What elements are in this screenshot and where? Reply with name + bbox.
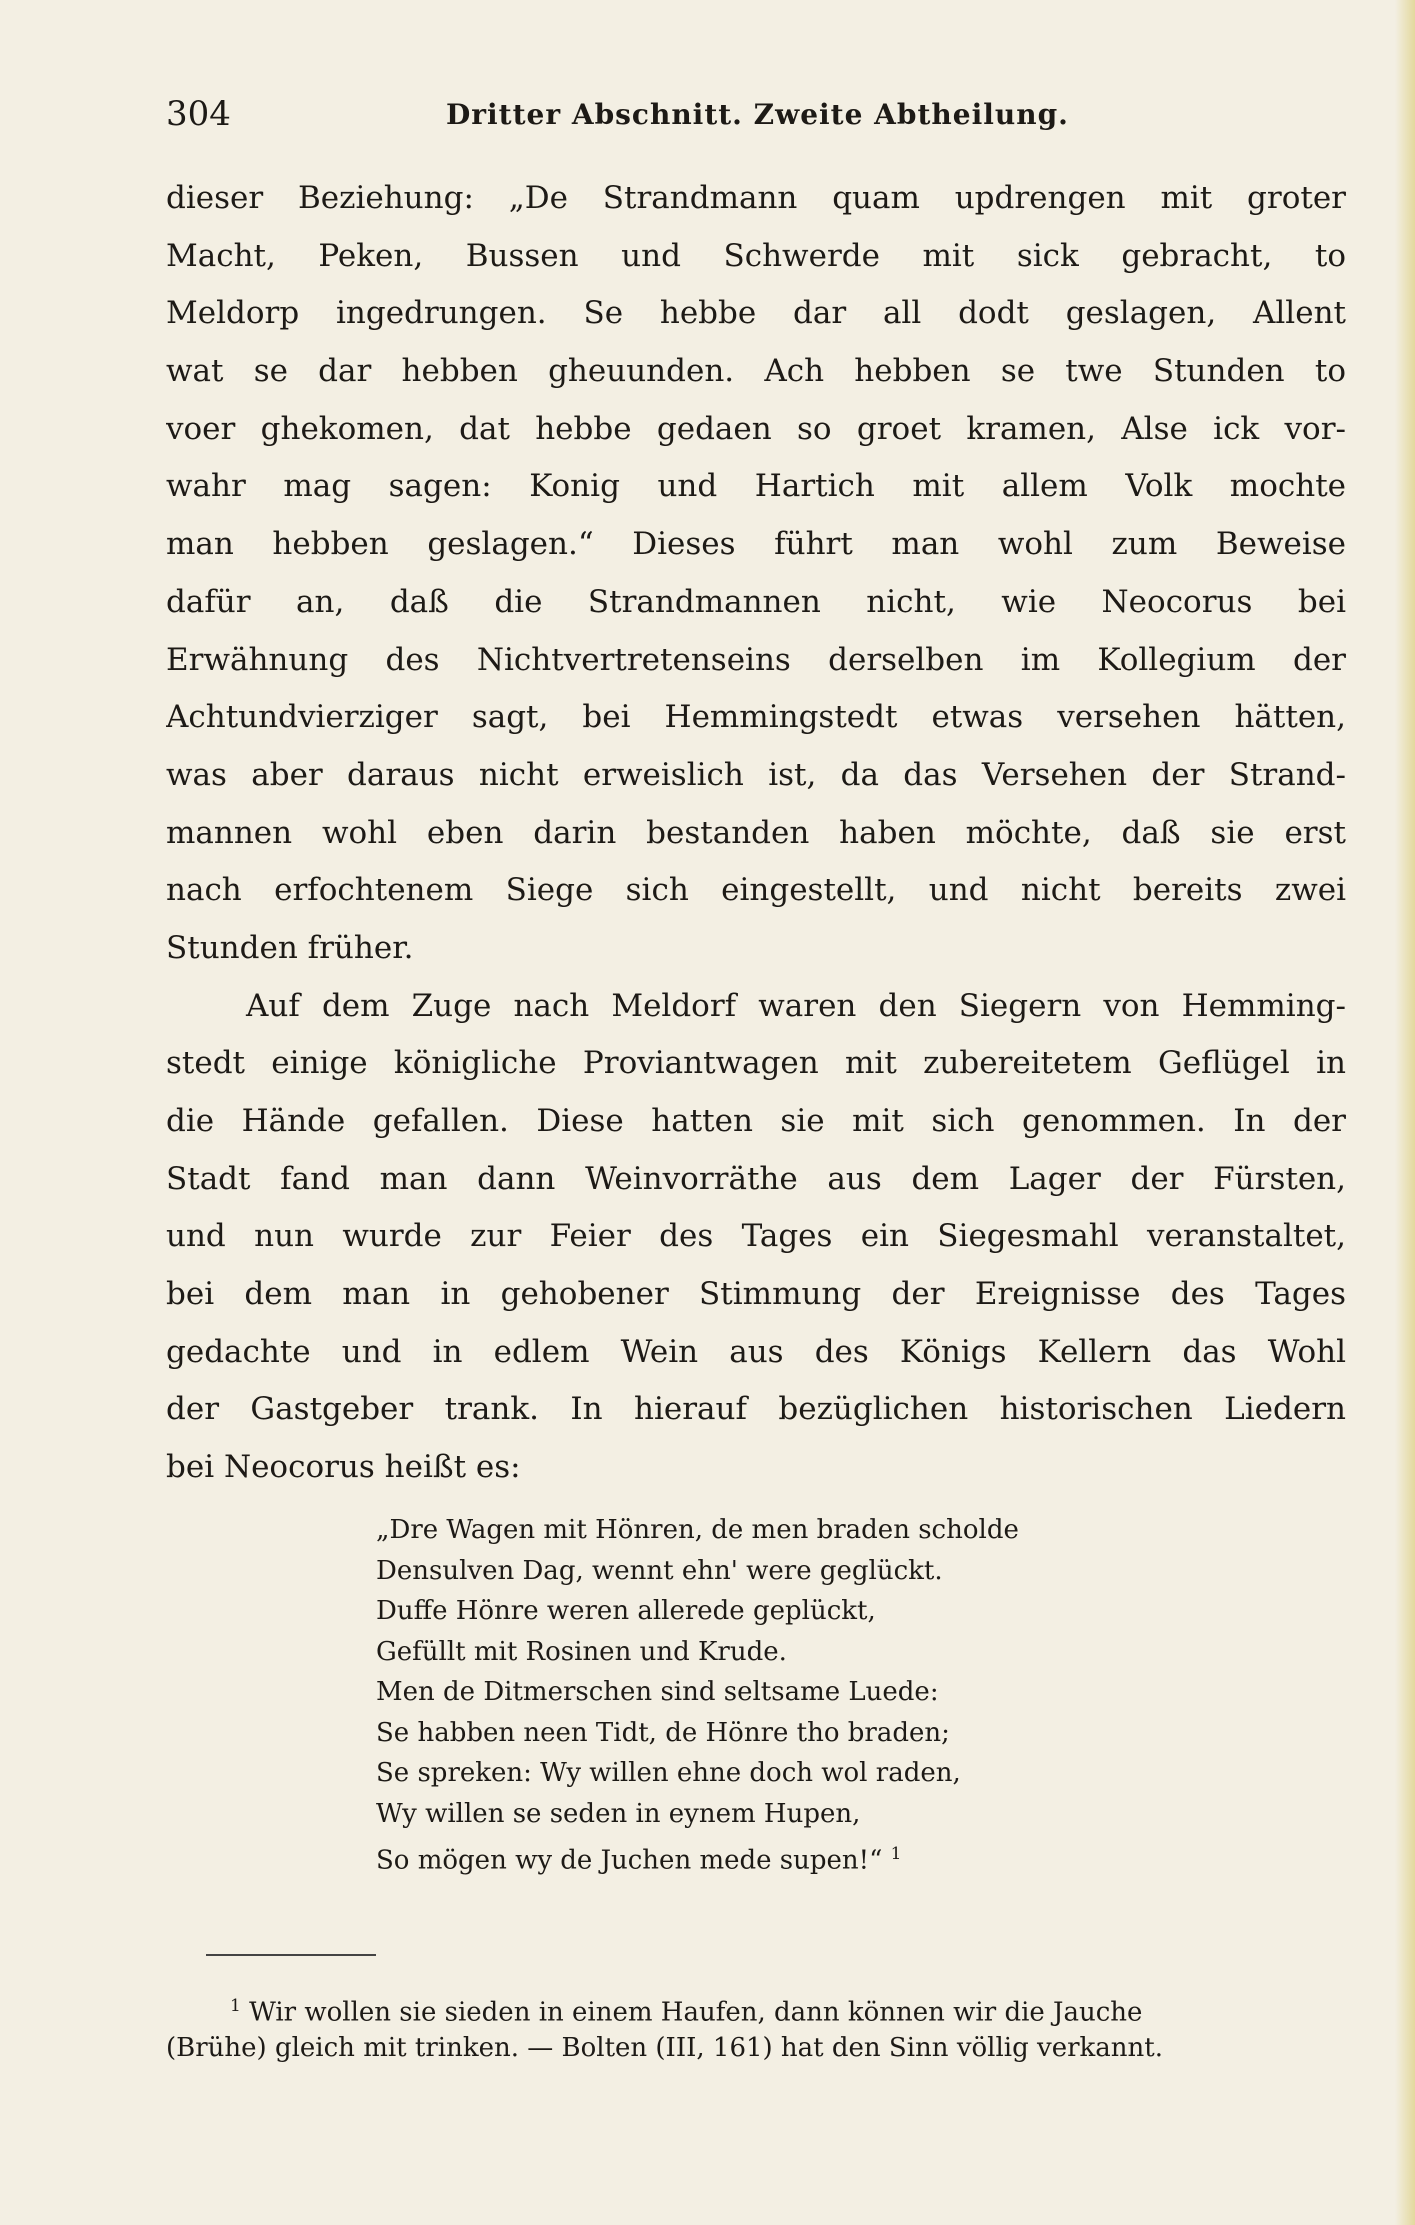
text-line: gedachte und in edlem Wein aus des Königs Kellern das Wohl [166,1333,1346,1370]
poem-line [376,1834,1176,1875]
page-edge [1395,0,1415,2225]
text-line: die Hände gefallen. Diese hatten sie mit sich genommen. In der [166,1103,1346,1139]
text-line: Stunden früher. [166,929,414,966]
poem-last-line-text: So mögen wy de Juchen mede supen!“ [376,1845,883,1876]
text-line: Stadt fand man dann Weinvorräthe aus dem Lager der Fürsten, [166,1160,1346,1197]
text-line: wat se dar hebben gheuunden. Ach hebben se twe Stunden to [166,353,1346,390]
poem-line: Se spreken: Wy willen ehne doch wol raden, [376,1758,961,1788]
footnote-marker: 1 [230,1996,241,2016]
poem-line: Se habben neen Tidt, de Hönre tho braden; [376,1717,950,1748]
poem-line: Gefüllt mit Rosinen und Krude. [376,1636,787,1667]
poem-line: Wy willen se seden in eynem Hupen, [376,1798,861,1829]
text-line: voer ghekomen, dat hebbe gedaen so groet kramen, Alse ick vor- [166,410,1346,447]
poem-quote [376,1510,1176,1875]
text-line: Achtundvierziger sagt, bei Hemmingstedt etwas versehen hätten, [166,699,1346,736]
running-title: Dritter Abschnitt. Zweite Abtheilung. [446,98,1069,131]
text-line: Auf dem Zuge nach Meldorf waren den Siegern von Hemming- [246,987,1346,1024]
text-line: stedt einige königliche Proviantwagen mit zubereitetem Geflügel in [166,1045,1346,1082]
text-line: dieser Beziehung: „De Strandmann quam updrengen mit groter [166,180,1346,216]
text-line: Macht, Peken, Bussen und Schwerde mit sick gebracht, to [166,237,1346,274]
page-number: 304 [166,94,231,134]
text-line: Meldorp ingedrungen. Se hebbe dar all dodt geslagen, Allent [166,295,1346,332]
page-header [166,88,1346,138]
text-line: bei Neocorus heißt es: [166,1449,521,1486]
poem-line: „Dre Wagen mit Hönren, de men braden scholde [376,1515,1019,1545]
text-line: bei dem man in gehobener Stimmung der Ereignisse des Tages [166,1276,1346,1313]
text-line: man hebben geslagen.“ Dieses führt man wohl zum Beweise [166,526,1346,563]
text-line: wahr mag sagen: Konig und Hartich mit allem Volk mochte [166,468,1346,505]
footnote-line [166,1985,1346,2027]
poem-line: Men de Ditmerschen sind seltsame Luede: [376,1677,939,1707]
text-line: was aber daraus nicht erweislich ist, da das Versehen der Strand- [166,756,1346,793]
footnote-divider [206,1954,376,1956]
footnote [166,1985,1346,2069]
text-line: der Gastgeber trank. In hierauf bezüglichen historischen Liedern [166,1391,1346,1428]
text-line: mannen wohl eben darin bestanden haben möchte, daß sie erst [166,814,1346,851]
text-line: und nun wurde zur Feier des Tages ein Siegesmahl veranstaltet, [166,1218,1346,1255]
footnote-text: Wir wollen sie sieden in einem Haufen, dann können wir die Jauche [249,1997,1143,2028]
poem-line: Densulven Dag, wennt ehn' were geglückt. [376,1555,943,1586]
footnote-reference: 1 [890,1844,902,1864]
main-text [166,170,1346,1497]
text-line: Erwähnung des Nichtvertretenseins derselben im Kollegium der [166,641,1346,678]
footnote-line: (Brühe) gleich mit trinken. — Bolten (III, 161) hat den Sinn völlig verkannt. [166,2033,1163,2063]
poem-line: Duffe Hönre weren allerede geplückt, [376,1596,876,1626]
text-line: dafür an, daß die Strandmannen nicht, wie Neocorus bei [166,583,1346,620]
text-line: nach erfochtenem Siege sich eingestellt, und nicht bereits zwei [166,872,1346,909]
